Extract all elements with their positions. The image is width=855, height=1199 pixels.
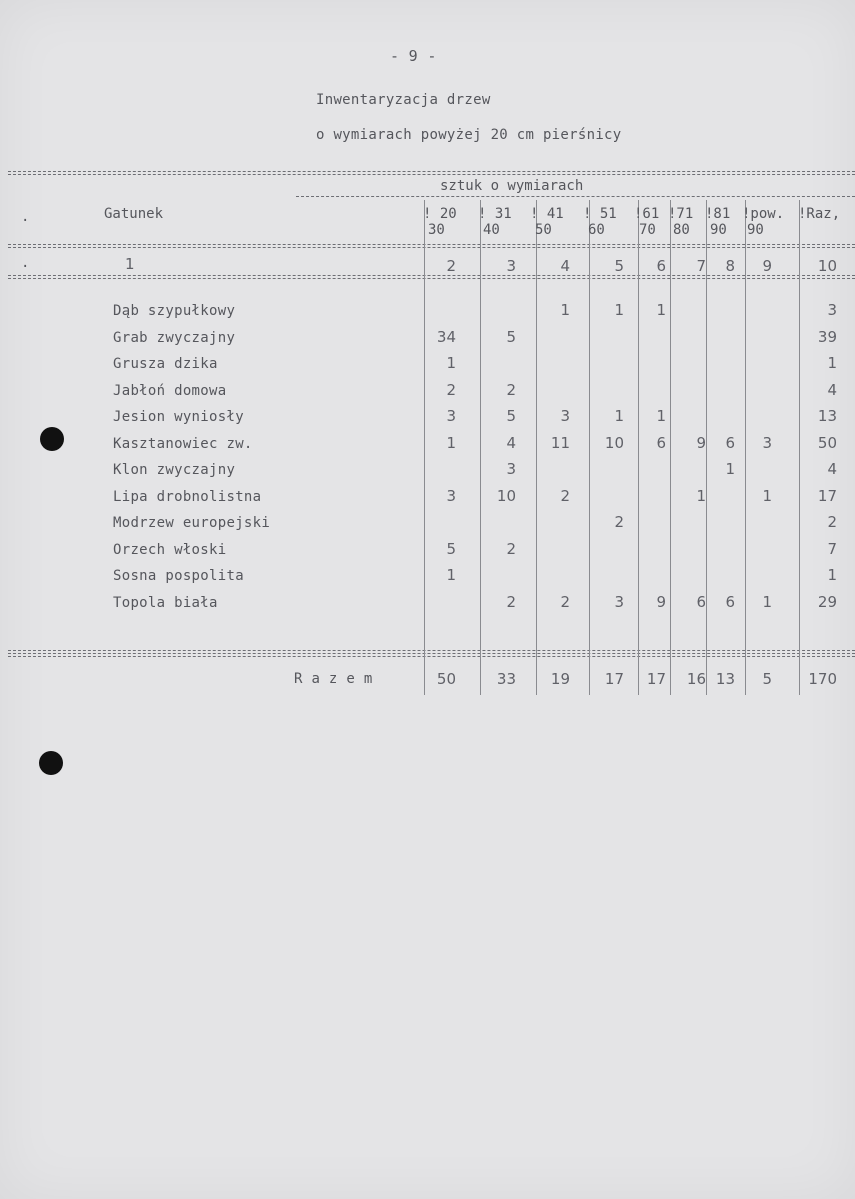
- size-header-top: !71: [668, 206, 694, 222]
- species-name: Grab zwyczajny: [113, 330, 236, 346]
- table-cell: 2: [506, 540, 516, 558]
- size-header-bottom: 90: [747, 222, 764, 238]
- species-name: Lipa drobnolistna: [113, 489, 262, 505]
- table-cell: 6: [656, 434, 666, 452]
- numbers-rule: [8, 275, 855, 276]
- table-cell: 1: [614, 407, 624, 425]
- size-header-bottom: 50: [535, 222, 552, 238]
- col-divider: [536, 200, 537, 695]
- table-cell: 39: [817, 328, 837, 346]
- column-number: 3: [506, 257, 516, 275]
- table-cell: 50: [817, 434, 837, 452]
- col-divider: [799, 200, 800, 695]
- numbers-rule-2: [8, 278, 855, 279]
- table-cell: 1: [762, 487, 772, 505]
- column-number: 10: [817, 257, 837, 275]
- total-label: R a z e m: [294, 671, 373, 687]
- group-header: sztuk o wymiarach: [440, 178, 584, 194]
- totals-rule: [8, 650, 855, 651]
- total-cell: 33: [496, 670, 516, 688]
- page-number: - 9 -: [390, 47, 437, 65]
- row-marker: .: [21, 209, 30, 225]
- column-number: 9: [762, 257, 772, 275]
- total-cell: 50: [436, 670, 456, 688]
- size-header-bottom: 80: [673, 222, 690, 238]
- table-cell: 6: [725, 593, 735, 611]
- table-cell: 1: [656, 301, 666, 319]
- total-cell: 5: [762, 670, 772, 688]
- size-header-top: !81: [705, 206, 731, 222]
- column-number: 1: [125, 255, 135, 273]
- species-name: Topola biała: [113, 595, 218, 611]
- table-cell: 6: [725, 434, 735, 452]
- row-marker: .: [21, 255, 30, 271]
- table-cell: 2: [827, 513, 837, 531]
- size-header-top: !61: [634, 206, 660, 222]
- total-cell: 17: [604, 670, 624, 688]
- species-name: Grusza dzika: [113, 356, 218, 372]
- total-cell: 16: [686, 670, 706, 688]
- table-cell: 4: [506, 434, 516, 452]
- group-header-rule: [296, 196, 855, 197]
- column-number: 8: [725, 257, 735, 275]
- table-cell: 1: [696, 487, 706, 505]
- species-name: Modrzew europejski: [113, 515, 271, 531]
- species-name: Jesion wyniosły: [113, 409, 244, 425]
- size-header-top: ! 31: [478, 206, 512, 222]
- table-cell: 6: [696, 593, 706, 611]
- totals-rule-2: [8, 653, 855, 654]
- table-cell: 3: [827, 301, 837, 319]
- table-cell: 1: [446, 354, 456, 372]
- table-cell: 2: [560, 487, 570, 505]
- species-name: Klon zwyczajny: [113, 462, 236, 478]
- table-cell: 3: [506, 460, 516, 478]
- table-cell: 2: [506, 593, 516, 611]
- table-top-rule: [8, 171, 855, 172]
- table-cell: 10: [496, 487, 516, 505]
- punch-hole-top: [40, 427, 64, 451]
- header-rule-2: [8, 247, 855, 248]
- col-divider: [670, 200, 671, 695]
- table-cell: 1: [725, 460, 735, 478]
- col-divider: [480, 200, 481, 695]
- size-header-top: !pow.: [742, 206, 785, 222]
- table-cell: 2: [446, 381, 456, 399]
- total-cell: 19: [550, 670, 570, 688]
- table-cell: 5: [446, 540, 456, 558]
- table-cell: 17: [817, 487, 837, 505]
- table-cell: 2: [506, 381, 516, 399]
- species-name: Dąb szypułkowy: [113, 303, 236, 319]
- table-cell: 4: [827, 381, 837, 399]
- size-header-top: !Raz,: [798, 206, 841, 222]
- table-cell: 2: [560, 593, 570, 611]
- totals-rule-3: [8, 656, 855, 657]
- table-cell: 1: [614, 301, 624, 319]
- table-cell: 29: [817, 593, 837, 611]
- table-top-rule-2: [8, 174, 855, 175]
- table-cell: 1: [656, 407, 666, 425]
- total-cell: 170: [808, 670, 837, 688]
- species-name: Sosna pospolita: [113, 568, 244, 584]
- table-cell: 3: [560, 407, 570, 425]
- table-cell: 1: [560, 301, 570, 319]
- table-cell: 1: [827, 354, 837, 372]
- species-name: Orzech włoski: [113, 542, 227, 558]
- size-header-bottom: 90: [710, 222, 727, 238]
- table-cell: 1: [446, 566, 456, 584]
- table-cell: 1: [446, 434, 456, 452]
- total-cell: 13: [715, 670, 735, 688]
- table-cell: 5: [506, 328, 516, 346]
- table-cell: 13: [817, 407, 837, 425]
- column-number: 5: [614, 257, 624, 275]
- size-header-top: ! 20: [423, 206, 457, 222]
- table-cell: 7: [827, 540, 837, 558]
- size-header-bottom: 60: [588, 222, 605, 238]
- column-number: 2: [446, 257, 456, 275]
- col-divider: [589, 200, 590, 695]
- table-cell: 1: [762, 593, 772, 611]
- table-cell: 1: [827, 566, 837, 584]
- table-cell: 5: [506, 407, 516, 425]
- table-cell: 3: [614, 593, 624, 611]
- page-subtitle: o wymiarach powyżej 20 cm pierśnicy: [316, 127, 622, 143]
- table-cell: 3: [762, 434, 772, 452]
- table-cell: 2: [614, 513, 624, 531]
- header-rule: [8, 244, 855, 245]
- table-cell: 3: [446, 487, 456, 505]
- column-number: 6: [656, 257, 666, 275]
- table-cell: 10: [604, 434, 624, 452]
- table-cell: 34: [436, 328, 456, 346]
- species-header: Gatunek: [104, 206, 164, 222]
- size-header-bottom: 70: [639, 222, 656, 238]
- species-name: Jabłoń domowa: [113, 383, 227, 399]
- punch-hole-bottom: [39, 751, 63, 775]
- table-cell: 9: [656, 593, 666, 611]
- column-number: 4: [560, 257, 570, 275]
- total-cell: 17: [646, 670, 666, 688]
- page-title: Inwentaryzacja drzew: [316, 92, 491, 108]
- size-header-bottom: 40: [483, 222, 500, 238]
- species-name: Kasztanowiec zw.: [113, 436, 253, 452]
- column-number: 7: [696, 257, 706, 275]
- size-header-top: ! 41: [530, 206, 564, 222]
- size-header-bottom: 30: [428, 222, 445, 238]
- table-cell: 3: [446, 407, 456, 425]
- table-cell: 9: [696, 434, 706, 452]
- col-divider: [424, 200, 425, 695]
- table-cell: 4: [827, 460, 837, 478]
- table-cell: 11: [550, 434, 570, 452]
- size-header-top: ! 51: [583, 206, 617, 222]
